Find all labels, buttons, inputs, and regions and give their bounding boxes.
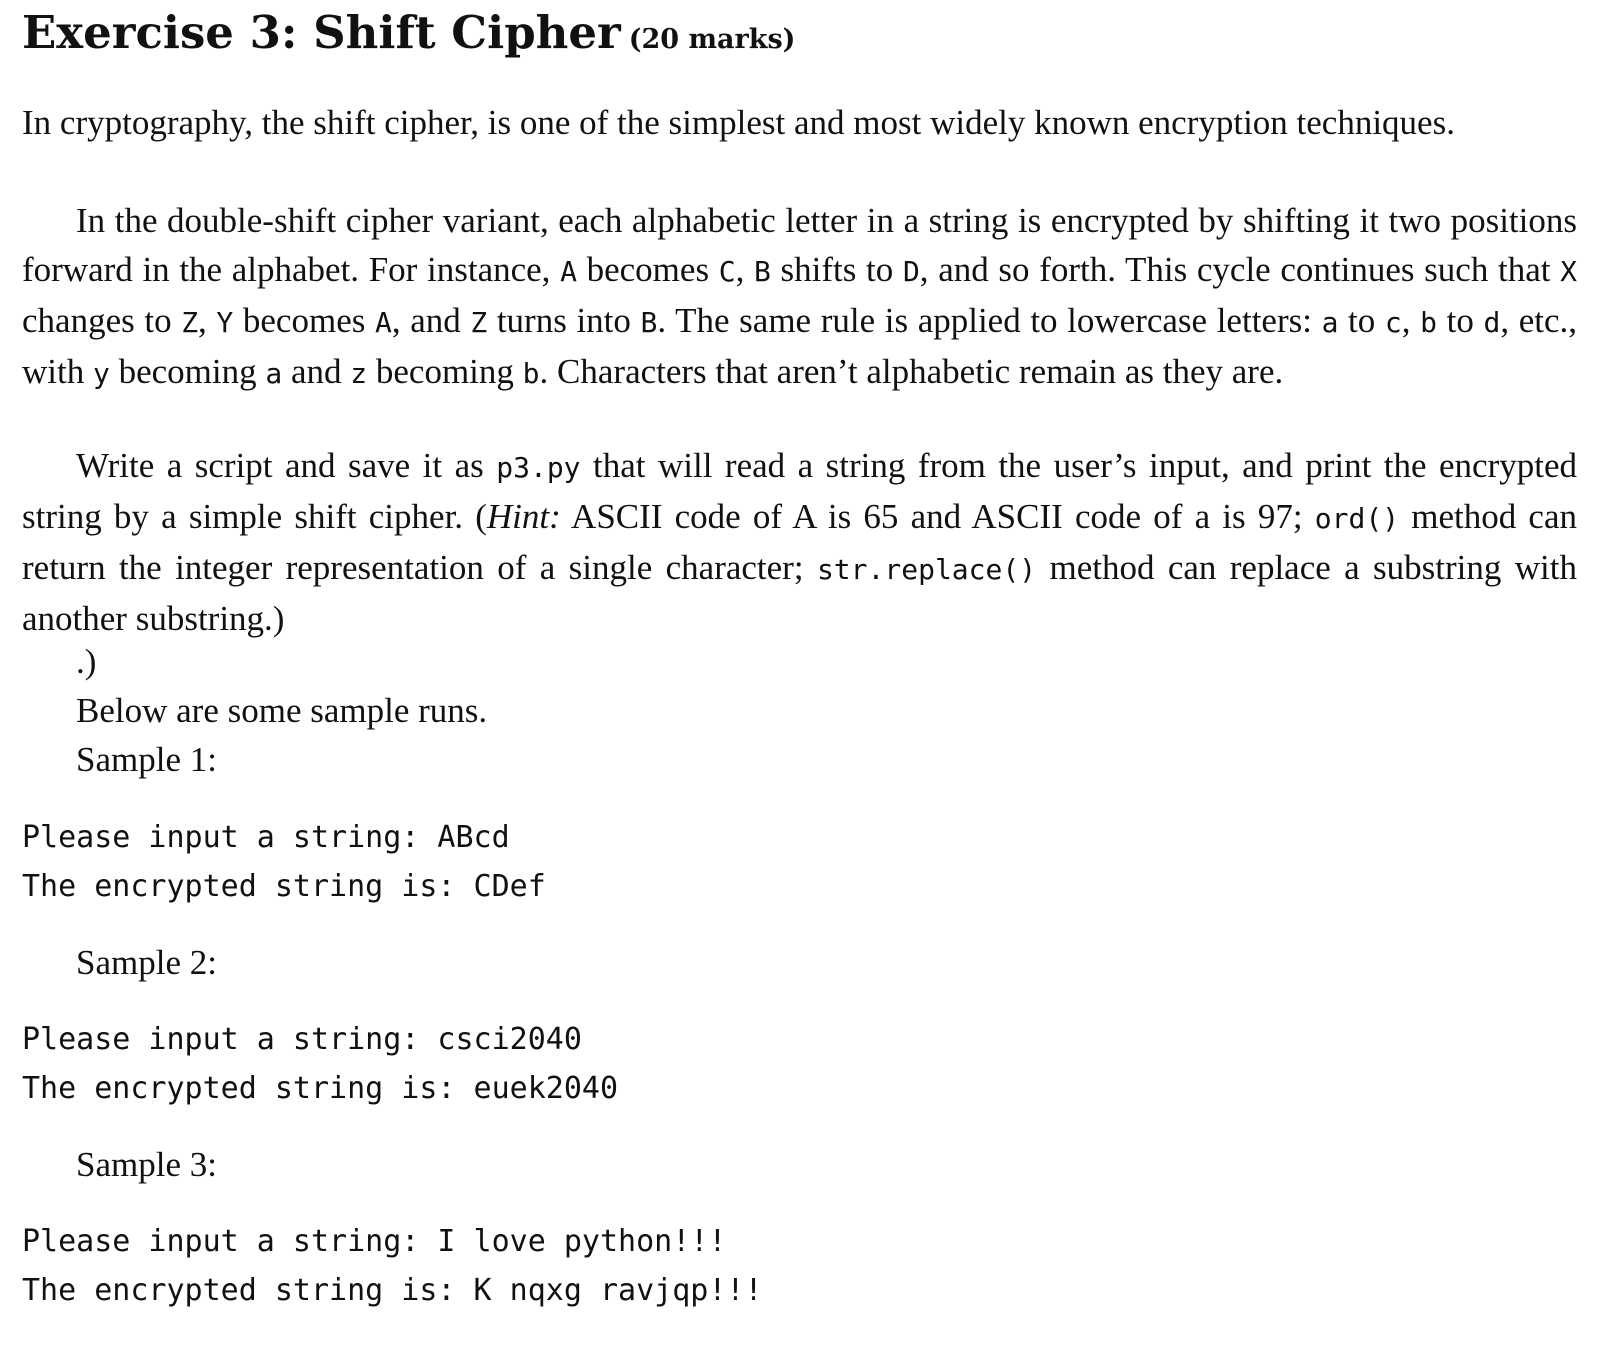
- text-run: ASCII code of A is 65 and ASCII code of a is 97;: [560, 497, 1315, 536]
- code-char: y: [92, 357, 110, 390]
- text-run: to: [1437, 301, 1484, 340]
- code-char: c: [1384, 306, 1402, 339]
- text-run: and: [282, 352, 351, 391]
- replace-code: str.replace(): [816, 553, 1037, 586]
- marks-label: (20 marks): [628, 24, 796, 55]
- text-run: turns into: [487, 301, 641, 340]
- text-run: , and so forth. This cycle continues such that: [919, 250, 1561, 289]
- text-run: , etc., with: [22, 301, 1577, 391]
- text-run: In the double-shift cipher variant, each alphabetic letter in a string is encrypted by shifting it two positions forward in the alphabet. For instance,: [22, 201, 1577, 289]
- code-char: B: [640, 306, 658, 339]
- sample-1-label: Sample 1:: [76, 740, 217, 779]
- text-run: to: [1338, 301, 1385, 340]
- sample-2-output-line: The encrypted string is: euek2040: [22, 1071, 619, 1106]
- text-run: Write a script and save it as: [76, 446, 497, 485]
- task-paragraph: [22, 441, 1577, 643]
- code-char: X: [1560, 255, 1578, 288]
- text-run: that will read a string from the user’s input, and print the encrypted string by a simple shift cipher. (: [22, 446, 1577, 536]
- text-run: becoming: [367, 352, 523, 391]
- sample-intro-text: Below are some sample runs.: [76, 691, 488, 730]
- code-char: z: [350, 357, 368, 390]
- sample-3-input-line: Please input a string: I love python!!!: [22, 1224, 727, 1259]
- text-run: , and: [391, 301, 471, 340]
- code-char: B: [754, 255, 771, 288]
- text-run: becoming: [109, 352, 266, 391]
- code-char: b: [522, 357, 540, 390]
- code-char: b: [1420, 306, 1437, 339]
- code-char: d: [1483, 306, 1501, 339]
- cipher-description-paragraph: [22, 196, 1577, 398]
- code-char: a: [1321, 306, 1339, 339]
- text-run: becomes: [233, 301, 375, 340]
- code-char: C: [718, 255, 736, 288]
- code-char: A: [374, 306, 392, 339]
- text-run: method can return the integer representation of a single character;: [22, 497, 1577, 587]
- ord-code: ord(): [1314, 502, 1400, 535]
- sample-1-output-line: The encrypted string is: CDef: [22, 869, 546, 904]
- text-run: method can replace a substring with another substring.): [22, 548, 1577, 638]
- code-char: Z: [470, 306, 488, 339]
- sample-3-label: Sample 3:: [76, 1145, 217, 1184]
- text-run: shifts to: [770, 250, 903, 289]
- code-char: Z: [181, 306, 199, 339]
- sample-2-label: Sample 2:: [76, 943, 217, 982]
- code-char: D: [902, 255, 920, 288]
- sample-2-input-line: Please input a string: csci2040: [22, 1022, 582, 1057]
- intro-paragraph: In cryptography, the shift cipher, is one of the simplest and most widely known encryption techniques.: [22, 103, 1455, 142]
- text-run: . The same rule is applied to lowercase letters:: [657, 301, 1322, 340]
- text-run: changes to: [22, 301, 182, 340]
- filename-code: p3.py: [496, 451, 581, 484]
- text-run: ,: [1401, 301, 1421, 340]
- sample-3-output-line: The encrypted string is: K nqxg ravjqp!!!: [22, 1273, 763, 1308]
- text-run: becomes: [576, 250, 719, 289]
- code-char: Y: [216, 306, 234, 339]
- code-char: A: [560, 255, 577, 288]
- text-run: ,: [735, 250, 755, 289]
- text-run: ,: [198, 301, 217, 340]
- stray-text: .): [76, 642, 97, 681]
- text-run: . Characters that aren’t alphabetic remain as they are.: [539, 352, 1284, 391]
- sample-1-input-line: Please input a string: ABcd: [22, 820, 510, 855]
- exercise-heading: [22, 0, 795, 66]
- hint-label: Hint:: [486, 497, 561, 536]
- exercise-title: Exercise 3: Shift Cipher: [22, 6, 621, 59]
- code-char: a: [265, 357, 283, 390]
